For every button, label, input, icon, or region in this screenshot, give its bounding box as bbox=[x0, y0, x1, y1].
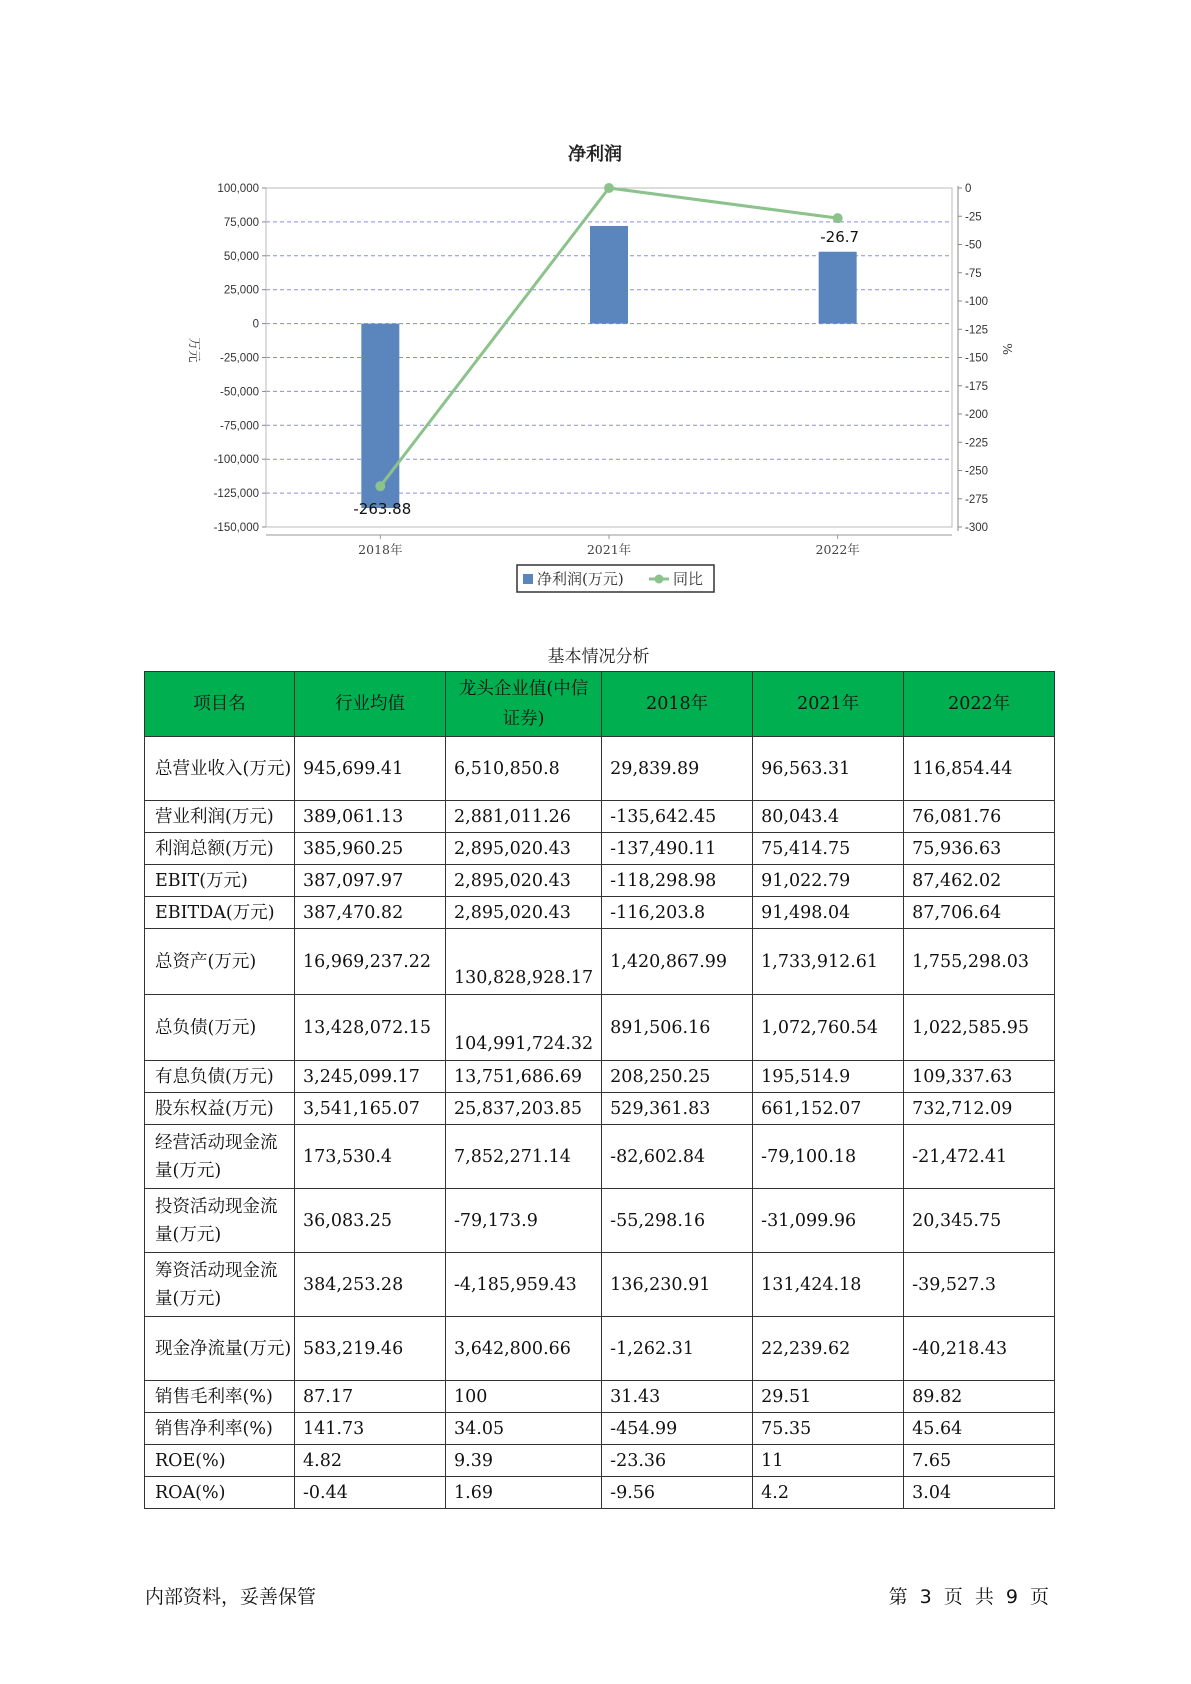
value-cell: 1,733,912.61 bbox=[753, 929, 904, 995]
value-cell: 661,152.07 bbox=[753, 1093, 904, 1125]
value-cell: -40,218.43 bbox=[904, 1317, 1055, 1381]
y-tick-label: -100,000 bbox=[213, 454, 259, 467]
data-label: -26.7 bbox=[820, 228, 860, 247]
value-cell: 11 bbox=[753, 1445, 904, 1477]
value-cell: 1.69 bbox=[446, 1477, 602, 1509]
value-cell: 387,470.82 bbox=[295, 897, 446, 929]
value-cell: 75,936.63 bbox=[904, 833, 1055, 865]
row-label-cell: 有息负债(万元) bbox=[145, 1061, 295, 1093]
value-cell: -39,527.3 bbox=[904, 1253, 1055, 1317]
value-cell: 385,960.25 bbox=[295, 833, 446, 865]
value-cell: 91,498.04 bbox=[753, 897, 904, 929]
y2-tick-label: -100 bbox=[965, 296, 989, 308]
value-cell: 195,514.9 bbox=[753, 1061, 904, 1093]
row-label-cell: 销售毛利率(%) bbox=[145, 1381, 295, 1413]
value-cell: 389,061.13 bbox=[295, 801, 446, 833]
table-row bbox=[145, 1445, 1055, 1477]
row-label-cell: ROA(%) bbox=[145, 1477, 295, 1509]
header-cell: 龙头企业值(中信证券) bbox=[446, 672, 602, 737]
value-cell: 80,043.4 bbox=[753, 801, 904, 833]
legend-label-yoy: 同比 bbox=[673, 570, 704, 588]
value-cell: 36,083.25 bbox=[295, 1189, 446, 1253]
value-cell: 141.73 bbox=[295, 1413, 446, 1445]
profit-bar bbox=[590, 226, 628, 324]
row-label-cell: EBITDA(万元) bbox=[145, 897, 295, 929]
value-cell: 1,420,867.99 bbox=[602, 929, 753, 995]
chart-title: 净利润 bbox=[568, 144, 622, 165]
table-row bbox=[145, 1477, 1055, 1509]
value-cell: -135,642.45 bbox=[602, 801, 753, 833]
value-cell: 87,462.02 bbox=[904, 865, 1055, 897]
row-label-cell: 总营业收入(万元) bbox=[145, 737, 295, 801]
value-cell: -79,173.9 bbox=[446, 1189, 602, 1253]
value-cell: 45.64 bbox=[904, 1413, 1055, 1445]
y2-tick-label: -175 bbox=[965, 380, 989, 393]
value-cell: 29.51 bbox=[753, 1381, 904, 1413]
value-cell: 136,230.91 bbox=[602, 1253, 753, 1317]
table-row bbox=[145, 833, 1055, 865]
value-cell: -31,099.96 bbox=[753, 1189, 904, 1253]
value-cell: -23.36 bbox=[602, 1445, 753, 1477]
value-cell: 384,253.28 bbox=[295, 1253, 446, 1317]
value-cell: 13,751,686.69 bbox=[446, 1061, 602, 1093]
table-row bbox=[145, 1381, 1055, 1413]
data-label: -263.88 bbox=[353, 500, 412, 519]
basic-analysis-table bbox=[144, 671, 1055, 1509]
value-cell: -1,262.31 bbox=[602, 1317, 753, 1381]
row-label-cell: 销售净利率(%) bbox=[145, 1413, 295, 1445]
net-profit-chart bbox=[0, 0, 1191, 600]
value-cell: 1,755,298.03 bbox=[904, 929, 1055, 995]
value-cell: 87.17 bbox=[295, 1381, 446, 1413]
header-cell: 2021年 bbox=[753, 672, 904, 737]
value-cell: 529,361.83 bbox=[602, 1093, 753, 1125]
x-tick-label: 2021年 bbox=[586, 542, 632, 557]
y2-tick-label: -125 bbox=[965, 324, 989, 337]
value-cell: 583,219.46 bbox=[295, 1317, 446, 1381]
y-tick-label: -50,000 bbox=[219, 386, 259, 399]
value-cell: 387,097.97 bbox=[295, 865, 446, 897]
row-label-cell: 股东权益(万元) bbox=[145, 1093, 295, 1125]
x-tick-label: 2018年 bbox=[358, 542, 403, 557]
value-cell: 3,642,800.66 bbox=[446, 1317, 602, 1381]
value-cell: -55,298.16 bbox=[602, 1189, 753, 1253]
value-cell: 20,345.75 bbox=[904, 1189, 1055, 1253]
value-cell: 7.65 bbox=[904, 1445, 1055, 1477]
footer-confidential-note: 内部资料，妥善保管 bbox=[145, 1586, 317, 1608]
y2-tick-label: -150 bbox=[965, 352, 989, 365]
value-cell: 2,895,020.43 bbox=[446, 833, 602, 865]
header-cell: 项目名 bbox=[145, 672, 295, 737]
y2-axis-unit-label: % bbox=[1000, 343, 1015, 355]
value-cell: 6,510,850.8 bbox=[446, 737, 602, 801]
value-cell: -79,100.18 bbox=[753, 1125, 904, 1189]
value-cell: 87,706.64 bbox=[904, 897, 1055, 929]
row-label-cell: 总资产(万元) bbox=[145, 929, 295, 995]
value-cell: 96,563.31 bbox=[753, 737, 904, 801]
x-tick-label: 2022年 bbox=[815, 542, 860, 557]
table-row bbox=[145, 865, 1055, 897]
y-tick-label: -25,000 bbox=[219, 352, 259, 365]
value-cell: -4,185,959.43 bbox=[446, 1253, 602, 1317]
value-cell: -118,298.98 bbox=[602, 865, 753, 897]
y2-tick-label: -275 bbox=[965, 493, 989, 506]
row-label-cell: 总负债(万元) bbox=[145, 995, 295, 1061]
table-row bbox=[145, 929, 1055, 995]
y-tick-label: 75,000 bbox=[223, 216, 259, 229]
value-cell: 9.39 bbox=[446, 1445, 602, 1477]
table-header bbox=[145, 672, 1055, 737]
value-cell: 16,969,237.22 bbox=[295, 929, 446, 995]
table-body bbox=[145, 737, 1055, 1509]
value-cell: 116,854.44 bbox=[904, 737, 1055, 801]
value-cell: 4.82 bbox=[295, 1445, 446, 1477]
y2-tick-label: -50 bbox=[965, 239, 982, 252]
y-tick-label: 0 bbox=[252, 318, 259, 331]
value-cell: 13,428,072.15 bbox=[295, 995, 446, 1061]
value-cell: 34.05 bbox=[446, 1413, 602, 1445]
y2-tick-label: -300 bbox=[965, 522, 989, 534]
table-row bbox=[145, 801, 1055, 833]
table-row bbox=[145, 737, 1055, 801]
row-label-cell: EBIT(万元) bbox=[145, 865, 295, 897]
table-row bbox=[145, 995, 1055, 1061]
y-tick-label: -150,000 bbox=[213, 522, 259, 534]
yoy-point bbox=[604, 183, 614, 193]
value-cell: 75,414.75 bbox=[753, 833, 904, 865]
y2-tick-label: -250 bbox=[965, 465, 989, 478]
row-label-cell: 投资活动现金流量(万元) bbox=[145, 1189, 295, 1253]
value-cell: 3,245,099.17 bbox=[295, 1061, 446, 1093]
value-cell: 3,541,165.07 bbox=[295, 1093, 446, 1125]
table-row bbox=[145, 1189, 1055, 1253]
yoy-point bbox=[375, 481, 385, 491]
value-cell: 76,081.76 bbox=[904, 801, 1055, 833]
value-cell: 173,530.4 bbox=[295, 1125, 446, 1189]
chart-legend bbox=[517, 565, 714, 592]
table-caption: 基本情况分析 bbox=[547, 647, 650, 667]
footer-page-number: 第 3 页 共 9 页 bbox=[888, 1586, 1049, 1608]
row-label-cell: 营业利润(万元) bbox=[145, 801, 295, 833]
value-cell: 208,250.25 bbox=[602, 1061, 753, 1093]
table-row bbox=[145, 1125, 1055, 1189]
row-label-cell: 经营活动现金流量(万元) bbox=[145, 1125, 295, 1189]
value-cell: 91,022.79 bbox=[753, 865, 904, 897]
value-cell: 2,881,011.26 bbox=[446, 801, 602, 833]
y2-tick-label: -25 bbox=[965, 211, 982, 224]
table-row bbox=[145, 1253, 1055, 1317]
y2-tick-label: -75 bbox=[965, 267, 982, 280]
value-cell: 2,895,020.43 bbox=[446, 897, 602, 929]
header-cell: 2018年 bbox=[602, 672, 753, 737]
legend-bar-swatch bbox=[523, 574, 533, 584]
chart-bars bbox=[361, 226, 856, 508]
table-row bbox=[145, 1093, 1055, 1125]
value-cell: 945,699.41 bbox=[295, 737, 446, 801]
value-cell: -116,203.8 bbox=[602, 897, 753, 929]
legend-line-marker bbox=[655, 575, 664, 584]
y-tick-label: -75,000 bbox=[219, 420, 259, 433]
value-cell: 131,424.18 bbox=[753, 1253, 904, 1317]
legend-label-net-profit: 净利润(万元) bbox=[537, 570, 624, 588]
value-cell: 100 bbox=[446, 1381, 602, 1413]
value-cell: 2,895,020.43 bbox=[446, 865, 602, 897]
value-cell: 89.82 bbox=[904, 1381, 1055, 1413]
value-cell: 1,072,760.54 bbox=[753, 995, 904, 1061]
y-tick-label: -125,000 bbox=[213, 488, 259, 501]
value-cell: -82,602.84 bbox=[602, 1125, 753, 1189]
value-cell: 25,837,203.85 bbox=[446, 1093, 602, 1125]
header-cell: 行业均值 bbox=[295, 672, 446, 737]
value-cell: 75.35 bbox=[753, 1413, 904, 1445]
value-cell: 130,828,928.17 bbox=[446, 929, 602, 995]
value-cell: -454.99 bbox=[602, 1413, 753, 1445]
value-cell: 22,239.62 bbox=[753, 1317, 904, 1381]
y-axis-unit-label: 万元 bbox=[187, 337, 202, 363]
value-cell: 732,712.09 bbox=[904, 1093, 1055, 1125]
table-row bbox=[145, 1317, 1055, 1381]
value-cell: 7,852,271.14 bbox=[446, 1125, 602, 1189]
value-cell: -21,472.41 bbox=[904, 1125, 1055, 1189]
y2-tick-label: 0 bbox=[965, 183, 972, 195]
row-label-cell: 利润总额(万元) bbox=[145, 833, 295, 865]
value-cell: 4.2 bbox=[753, 1477, 904, 1509]
value-cell: -137,490.11 bbox=[602, 833, 753, 865]
header-cell: 2022年 bbox=[904, 672, 1055, 737]
row-label-cell: ROE(%) bbox=[145, 1445, 295, 1477]
value-cell: -9.56 bbox=[602, 1477, 753, 1509]
value-cell: 31.43 bbox=[602, 1381, 753, 1413]
value-cell: -0.44 bbox=[295, 1477, 446, 1509]
row-label-cell: 筹资活动现金流量(万元) bbox=[145, 1253, 295, 1317]
row-label-cell: 现金净流量(万元) bbox=[145, 1317, 295, 1381]
value-cell: 891,506.16 bbox=[602, 995, 753, 1061]
value-cell: 109,337.63 bbox=[904, 1061, 1055, 1093]
table-row bbox=[145, 897, 1055, 929]
value-cell: 29,839.89 bbox=[602, 737, 753, 801]
profit-bar bbox=[819, 252, 857, 324]
y-tick-label: 25,000 bbox=[223, 284, 259, 297]
y-tick-label: 50,000 bbox=[223, 250, 259, 263]
yoy-point bbox=[833, 213, 843, 223]
table-row bbox=[145, 1413, 1055, 1445]
profit-bar bbox=[361, 324, 399, 508]
value-cell: 3.04 bbox=[904, 1477, 1055, 1509]
value-cell: 104,991,724.32 bbox=[446, 995, 602, 1061]
y2-tick-label: -225 bbox=[965, 437, 989, 450]
table-row bbox=[145, 1061, 1055, 1093]
y-tick-label: 100,000 bbox=[217, 183, 259, 195]
y2-tick-label: -200 bbox=[965, 409, 989, 421]
value-cell: 1,022,585.95 bbox=[904, 995, 1055, 1061]
